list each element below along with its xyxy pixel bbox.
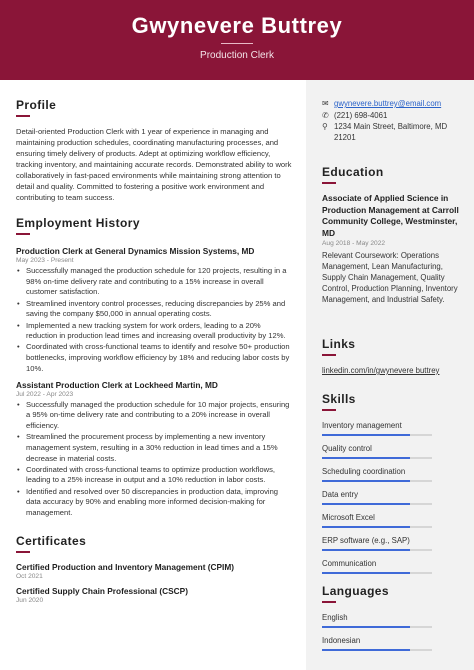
certificate-item — [16, 586, 292, 604]
contact-address-row — [322, 121, 460, 143]
education-coursework: Relevant Coursework: Operations Management, Lean Manufacturing, Supply Chain Management, Quality Control, Production Planning, Inventory Management, and Industrial Safety. — [322, 251, 458, 304]
email-icon: ✉ — [322, 99, 329, 108]
skill-item — [322, 535, 460, 551]
language-item-label: English — [322, 613, 348, 622]
section-rule — [322, 409, 336, 411]
address: 1234 Main Street, Baltimore, MD 21201 — [334, 122, 448, 142]
skill-item-level-fill — [322, 457, 410, 459]
employment-section — [16, 216, 292, 519]
skill-item — [322, 512, 460, 528]
resume-header — [0, 0, 474, 80]
skill-item-label: Microsoft Excel — [322, 513, 375, 522]
candidate-name: Gwynevere Buttrey — [131, 13, 343, 38]
language-item-level-fill — [322, 626, 410, 628]
contact-email-row — [322, 98, 460, 109]
bullet-icon: • — [17, 342, 20, 352]
skill-item-label: Data entry — [322, 490, 358, 499]
skill-item-label: Inventory management — [322, 421, 402, 430]
languages-section — [322, 584, 460, 658]
section-rule — [322, 182, 336, 184]
job-title: Assistant Production Clerk at Lockheed Martin, MD — [16, 379, 218, 390]
skill-item-label: ERP software (e.g., SAP) — [322, 536, 410, 545]
section-title-profile: Profile — [16, 98, 57, 112]
skills-section — [322, 392, 460, 581]
language-item-level-fill — [322, 649, 410, 651]
section-rule — [322, 601, 336, 603]
section-title-employment: Employment History — [16, 216, 140, 230]
skill-item-label: Quality control — [322, 444, 372, 453]
language-item-label: Indonesian — [322, 636, 361, 645]
certificate-name: Certified Supply Chain Professional (CSCP) — [16, 585, 188, 596]
header-divider — [221, 43, 253, 44]
list-item: • Successfully managed the production schedule for 10 major projects, ensuring a 95% on-time delivery rate and contributing to a 20% increase in overall efficiency. — [17, 399, 290, 430]
email-link[interactable]: gwynevere.buttrey@email.com — [334, 99, 442, 108]
bullet-icon: • — [17, 399, 20, 409]
language-item-level-bar — [322, 626, 432, 628]
contact-section — [322, 98, 460, 144]
language-item — [322, 612, 460, 628]
list-item: • Implemented a new tracking system for work orders, leading to a 20% reduction in production lead times and increasing overall productivity by 12%. — [17, 320, 286, 341]
section-title-education: Education — [322, 165, 384, 179]
job-entry — [16, 380, 292, 519]
bullet-icon: • — [17, 298, 20, 308]
candidate-role: Production Clerk — [200, 50, 274, 61]
bullet-icon: • — [17, 266, 20, 275]
skill-item-level-fill — [322, 549, 410, 551]
bullet-icon: • — [17, 432, 20, 442]
skill-item — [322, 420, 460, 436]
job-title: Production Clerk at General Dynamics Mission Systems, MD — [16, 246, 255, 256]
skill-item-level-bar — [322, 457, 432, 459]
phone-icon: ✆ — [322, 110, 329, 120]
skill-item-level-bar — [322, 503, 432, 505]
certificates-section — [16, 534, 292, 604]
skill-item-level-bar — [322, 434, 432, 436]
links-section — [322, 337, 460, 376]
skill-item-level-bar — [322, 526, 432, 528]
certificate-item — [16, 562, 292, 580]
skill-item — [322, 489, 460, 505]
skill-item-level-fill — [322, 572, 410, 574]
profile-text: Detail-oriented Production Clerk with 1 year of experience in managing and maintaining production schedules, coordinating manufacturing processes, and ensuring timely delivery of products. Adept at optimizing workflow efficiency, tracking inventory, and maintaining accurate records. Demonstrated ability to work collaboratively in fast-paced environments while maintaining strong attention to detail and quality. Committed to fostering a positive work environment and contributing to team success. — [16, 127, 292, 202]
list-item: • Coordinated with cross-functional teams to identify and resolve 50+ production bottlenecks, improving workflow efficiency by 18% and reducing labor costs by 10%. — [17, 342, 290, 373]
skill-item-level-fill — [322, 480, 410, 482]
skill-item-level-fill — [322, 526, 410, 528]
main-column — [16, 98, 292, 604]
section-title-certificates: Certificates — [16, 533, 87, 548]
skill-item-label: Communication — [322, 559, 377, 568]
language-item — [322, 635, 460, 651]
skill-item — [322, 443, 460, 459]
certificate-date: Jun 2020 — [16, 596, 44, 604]
linkedin-link[interactable]: linkedin.com/in/gwynevere buttrey — [322, 366, 440, 375]
education-degree: Associate of Applied Science in Production Management at Carroll Community College, Westminster, MD — [322, 193, 459, 238]
list-item: • Streamlined inventory control processes, reducing discrepancies by 25% and saving the company $50,000 in annual operating costs. — [17, 298, 286, 319]
section-rule — [16, 233, 30, 235]
skill-item-level-bar — [322, 572, 432, 574]
skills-list — [322, 420, 460, 574]
phone-number: (221) 698-4061 — [334, 110, 388, 120]
skill-item — [322, 558, 460, 574]
skill-item-level-fill — [322, 434, 410, 436]
list-item: • Successfully managed the production schedule for 120 projects, resulting in a 98% on-time delivery rate and contributing to a 15% increase in overall customer satisfaction. — [17, 266, 287, 297]
languages-list — [322, 612, 460, 651]
bullet-icon: • — [17, 464, 20, 474]
list-item: • Streamlined the procurement process by implementing a new inventory management system, resulting in a 30% reduction in lead times and a 15% decrease in material costs. — [17, 432, 278, 463]
location-icon: ⚲ — [322, 122, 328, 131]
skill-item — [322, 466, 460, 482]
bullet-icon: • — [17, 486, 20, 496]
skill-item-label: Scheduling coordination — [322, 467, 406, 476]
section-rule — [16, 115, 30, 117]
education-dates: Aug 2018 - May 2022 — [322, 240, 386, 247]
list-item: • Identified and resolved over 50 discrepancies in production data, improving data accuracy by 90% and enabling more informed decision-making for management. — [17, 486, 279, 518]
profile-section — [16, 98, 292, 203]
section-title-skills: Skills — [322, 392, 356, 406]
skill-item-level-bar — [322, 480, 432, 482]
certificate-name: Certified Production and Inventory Management (CPIM) — [16, 561, 235, 572]
job-dates: Jul 2022 - Apr 2023 — [16, 390, 74, 398]
job-bullets — [16, 266, 292, 375]
skill-item-level-fill — [322, 503, 410, 505]
section-title-links: Links — [322, 337, 356, 351]
certificate-date: Oct 2021 — [16, 572, 43, 580]
skill-item-level-bar — [322, 549, 432, 551]
section-title-languages: Languages — [322, 584, 389, 598]
job-bullets — [16, 400, 292, 519]
education-section — [322, 165, 460, 305]
contact-phone-row — [322, 110, 460, 121]
job-entry — [16, 246, 292, 375]
section-rule — [322, 354, 336, 356]
section-rule — [16, 551, 30, 553]
bullet-icon: • — [17, 320, 20, 330]
job-dates: May 2023 - Present — [16, 257, 74, 264]
language-item-level-bar — [322, 649, 432, 651]
list-item: • Coordinated with cross-functional teams to optimize production workflows, leading to a 25% increase in output and a 10% reduction in labor costs. — [17, 464, 276, 485]
